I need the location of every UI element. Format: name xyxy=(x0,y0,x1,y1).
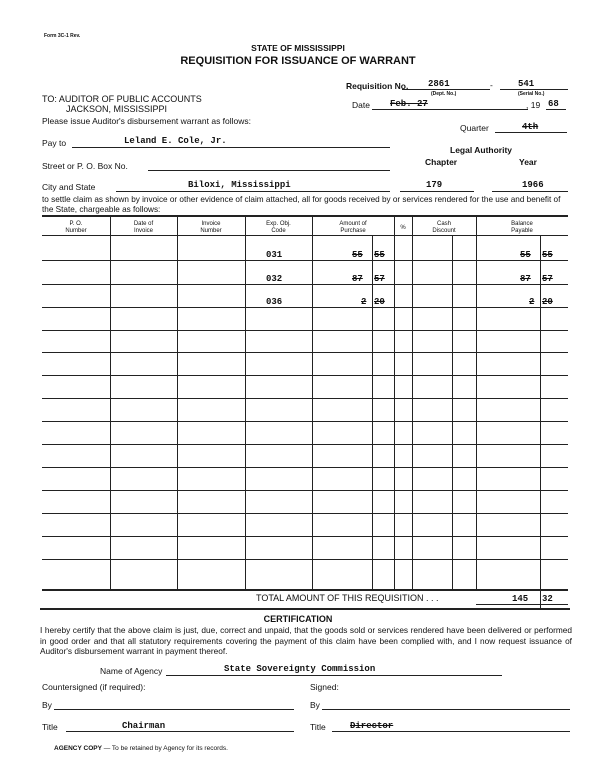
row-rule xyxy=(42,352,568,353)
quarter-label: Quarter xyxy=(460,123,489,133)
row-rule xyxy=(42,421,568,422)
pay-to-label: Pay to xyxy=(42,138,67,148)
row-rule xyxy=(42,260,568,261)
col-percent: % xyxy=(400,225,406,231)
balance-dollars-cell: 2 xyxy=(529,297,535,307)
to-line-1: TO: AUDITOR OF PUBLIC ACCOUNTS xyxy=(42,94,202,104)
year-label: Year xyxy=(519,157,537,167)
balance-cents-cell: 57 xyxy=(542,274,553,284)
row-rule xyxy=(42,490,568,491)
row-rule xyxy=(42,559,568,560)
by-line-right xyxy=(322,709,570,710)
certification-text: I hereby certify that the above claim is just, due, correct and unpaid, that the goods sold or services rendered have been delivered or performed in good order and that all statutory requirements covering the payment of this claim have been complied with, and I now request issuance of Auditor's disbursement warrant in payment thereof. xyxy=(40,625,572,656)
agency-copy-label: AGENCY COPY xyxy=(54,745,102,752)
signed-label: Signed: xyxy=(310,682,339,692)
street-line xyxy=(148,170,390,171)
col-cents-divider xyxy=(540,236,541,610)
title-right-value: Director xyxy=(350,721,394,731)
quarter-value: 4th xyxy=(522,122,539,132)
street-label: Street or P. O. Box No. xyxy=(42,161,128,171)
certification-rule xyxy=(40,608,570,610)
chapter-value: 179 xyxy=(426,180,443,190)
row-rule xyxy=(42,513,568,514)
requisition-label: Requisition No. xyxy=(346,81,409,91)
balance-cents-cell: 20 xyxy=(542,297,553,307)
title-label-left: Title xyxy=(42,722,58,732)
agency-value: State Sovereignty Commission xyxy=(224,664,376,674)
serial-no-caption: (Serial No.) xyxy=(518,91,545,97)
col-amount-of-purchase: Amount of Purchase xyxy=(339,221,367,234)
col-po-number: P. O. Number xyxy=(65,221,87,234)
col-divider xyxy=(476,216,477,590)
col-divider xyxy=(177,216,178,590)
requisition-dash: - xyxy=(490,80,493,90)
total-cents: 32 xyxy=(542,594,553,604)
by-label-left: By xyxy=(42,700,52,710)
agency-line xyxy=(166,675,502,676)
city-value: Biloxi, Mississippi xyxy=(188,180,291,190)
col-divider xyxy=(110,216,111,590)
row-rule xyxy=(42,398,568,399)
city-line xyxy=(116,191,390,192)
authority-year-line xyxy=(492,191,568,192)
dept-no-line xyxy=(402,89,490,90)
col-divider xyxy=(412,216,413,590)
chapter-label: Chapter xyxy=(425,157,458,167)
row-rule xyxy=(42,536,568,537)
year-line xyxy=(546,109,566,110)
form-title: REQUISITION FOR ISSUANCE OF WARRANT xyxy=(180,55,416,67)
table-header-rule xyxy=(42,235,568,236)
row-rule xyxy=(42,467,568,468)
date-value: Feb. 27 xyxy=(390,99,428,109)
row-rule xyxy=(42,330,568,331)
pay-to-line xyxy=(72,147,390,148)
city-label: City and State xyxy=(42,182,96,192)
amount-cents-cell: 57 xyxy=(374,274,385,284)
certification-title: CERTIFICATION xyxy=(263,614,333,624)
state-heading: STATE OF MISSISSIPPI xyxy=(251,43,345,53)
by-label-right: By xyxy=(310,700,320,710)
to-line-2: JACKSON, MISSISSIPPI xyxy=(66,104,168,114)
agency-copy-note xyxy=(54,745,228,752)
countersigned-label: Countersigned (if required): xyxy=(42,682,146,692)
row-rule xyxy=(42,284,568,285)
dept-no-caption: (Dept. No.) xyxy=(431,91,457,97)
date-label: Date xyxy=(352,100,370,110)
balance-dollars-cell: 87 xyxy=(520,274,531,284)
exp-obj-code-cell: 036 xyxy=(266,297,283,307)
col-date-of-invoice: Date of Invoice xyxy=(133,221,154,234)
title-left-value: Chairman xyxy=(122,721,166,731)
serial-no-value: 541 xyxy=(518,79,535,89)
row-rule xyxy=(42,307,568,308)
balance-cents-cell: 55 xyxy=(542,250,553,260)
balance-dollars-cell: 55 xyxy=(520,250,531,260)
chapter-line xyxy=(400,191,474,192)
col-cash-discount: Cash Discount xyxy=(432,221,456,234)
form-number: Form 3C-1 Rev. xyxy=(44,33,81,39)
amount-cents-cell: 55 xyxy=(374,250,385,260)
row-rule xyxy=(42,444,568,445)
settle-text: to settle claim as shown by invoice or other evidence of claim attached, all for goods received by or services rendered for the use and benefit of the State, chargeable as follows: xyxy=(42,195,561,214)
col-invoice-number: Invoice Number xyxy=(200,221,222,234)
date-line xyxy=(372,109,528,110)
total-label: TOTAL AMOUNT OF THIS REQUISITION . . . xyxy=(256,593,439,603)
table-top-rule xyxy=(42,215,568,217)
pay-to-value: Leland E. Cole, Jr. xyxy=(124,136,227,146)
dept-no-value: 2861 xyxy=(428,79,450,89)
amount-dollars-cell: 87 xyxy=(352,274,363,284)
year-value: 68 xyxy=(548,99,559,109)
col-divider xyxy=(245,216,246,590)
title-line-left xyxy=(66,731,294,732)
col-divider xyxy=(312,216,313,590)
instruction-text: Please issue Auditor's disbursement warrant as follows: xyxy=(42,116,252,126)
title-line-right xyxy=(332,731,570,732)
table-bottom-rule xyxy=(42,589,568,591)
quarter-line xyxy=(495,132,567,133)
legal-authority-label: Legal Authority xyxy=(450,145,513,155)
agency-label: Name of Agency xyxy=(100,666,163,676)
title-label-right: Title xyxy=(310,722,326,732)
exp-obj-code-cell: 031 xyxy=(266,250,283,260)
col-exp-obj-code: Exp. Obj. Code xyxy=(266,221,291,234)
by-line-left xyxy=(54,709,294,710)
exp-obj-code-cell: 032 xyxy=(266,274,283,284)
col-divider xyxy=(394,216,395,590)
year-prefix: , 19 xyxy=(526,100,541,110)
col-balance-payable: Balance Payable xyxy=(511,221,533,234)
amount-dollars-cell: 2 xyxy=(361,297,367,307)
amount-dollars-cell: 55 xyxy=(352,250,363,260)
amount-cents-cell: 20 xyxy=(374,297,385,307)
agency-copy-text: — To be retained by Agency for its records. xyxy=(103,745,228,752)
total-dollars: 145 xyxy=(512,594,529,604)
authority-year-value: 1966 xyxy=(522,180,544,190)
row-rule xyxy=(42,375,568,376)
total-line xyxy=(476,604,568,605)
serial-no-line xyxy=(500,89,568,90)
